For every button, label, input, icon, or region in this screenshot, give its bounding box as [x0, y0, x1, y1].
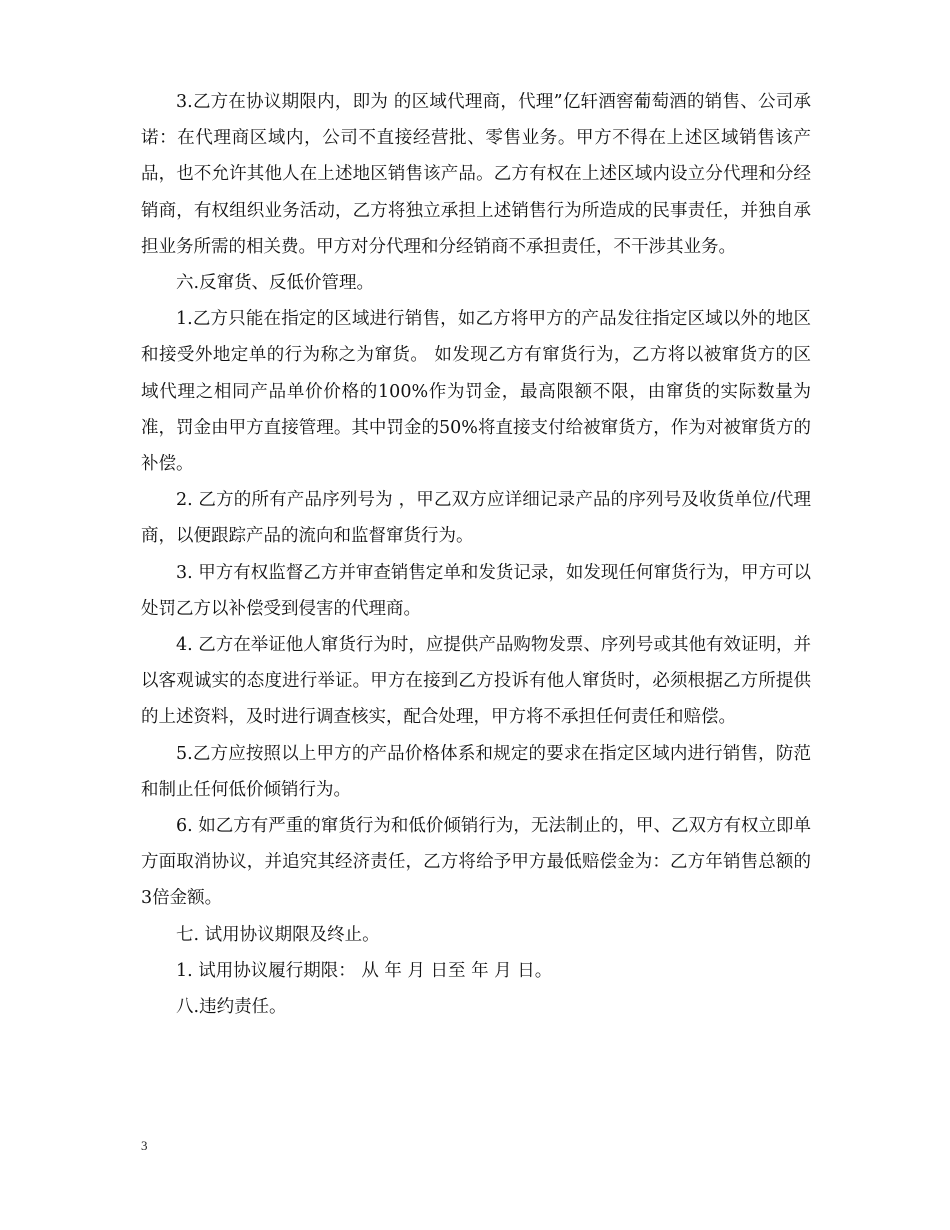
paragraph-cross-region-penalty: 1.乙方只能在指定的区域进行销售，如乙方将甲方的产品发往指定区域以外的地区和接受外地定单的行为称之为窜货。 如发现乙方有窜货行为，乙方将以被窜货方的区域代理之相同产品单价价格的100%作为罚金，最高限额不限，由窜货的实际数量为准，罚金由甲方直接管理。其中罚金的50%将直接支付给被窜货方，作为对被窜货方的补偿。: [141, 309, 811, 475]
paragraph-price-system: 5.乙方应按照以上甲方的产品价格体系和规定的要求在指定区域内进行销售，防范和制止任何低价倾销行为。: [141, 743, 811, 800]
section-heading-anti-dumping: 六.反窜货、反低价管理。: [176, 273, 375, 294]
section-heading-trial-term: 七. 试用协议期限及终止。: [176, 924, 380, 945]
section-heading-liability: 八.违约责任。: [176, 997, 287, 1018]
page-number: 3: [141, 1138, 148, 1153]
paragraph-evidence: 4. 乙方在举证他人窜货行为时，应提供产品购物发票、序列号或其他有效证明，并以客观诚实的态度进行举证。甲方在接到乙方投诉有他人窜货时，必须根据乙方所提供的上述资料，及时进行调查核实，配合处理，甲方将不承担任何责任和赔偿。: [141, 635, 811, 728]
paragraph-serial-number: 2. 乙方的所有产品序列号为 ，甲乙双方应详细记录产品的序列号及收货单位/代理商，以便跟踪产品的流向和监督窜货行为。: [141, 490, 811, 547]
paragraph-region-agent-clause: 3.乙方在协议期限内，即为 的区域代理商，代理”亿轩酒窖葡萄酒的销售、公司承诺：在代理商区域内，公司不直接经营批、零售业务。甲方不得在上述区域销售该产品，也不允许其他人在上述地区销售该产品。乙方有权在上述区域内设立分代理和分经销商，有权组织业务活动，乙方将独立承担上述销售行为所造成的民事责任，并独自承担业务所需的相关费。甲方对分代理和分经销商不承担责任，不干涉其业务。: [141, 92, 811, 257]
paragraph-supervision-right: 3. 甲方有权监督乙方并审查销售定单和发货记录，如发现任何窜货行为，甲方可以处罚乙方以补偿受到侵害的代理商。: [141, 562, 811, 619]
paragraph-cancellation: 6. 如乙方有严重的窜货行为和低价倾销行为，无法制止的，甲、乙双方有权立即单方面取消协议，并追究其经济责任，乙方将给予甲方最低赔偿金为：乙方年销售总额的3倍金额。: [141, 816, 811, 909]
paragraph-trial-period: 1. 试用协议履行期限： 从 年 月 日至 年 月 日。: [176, 960, 553, 981]
document-body: [141, 84, 811, 1025]
